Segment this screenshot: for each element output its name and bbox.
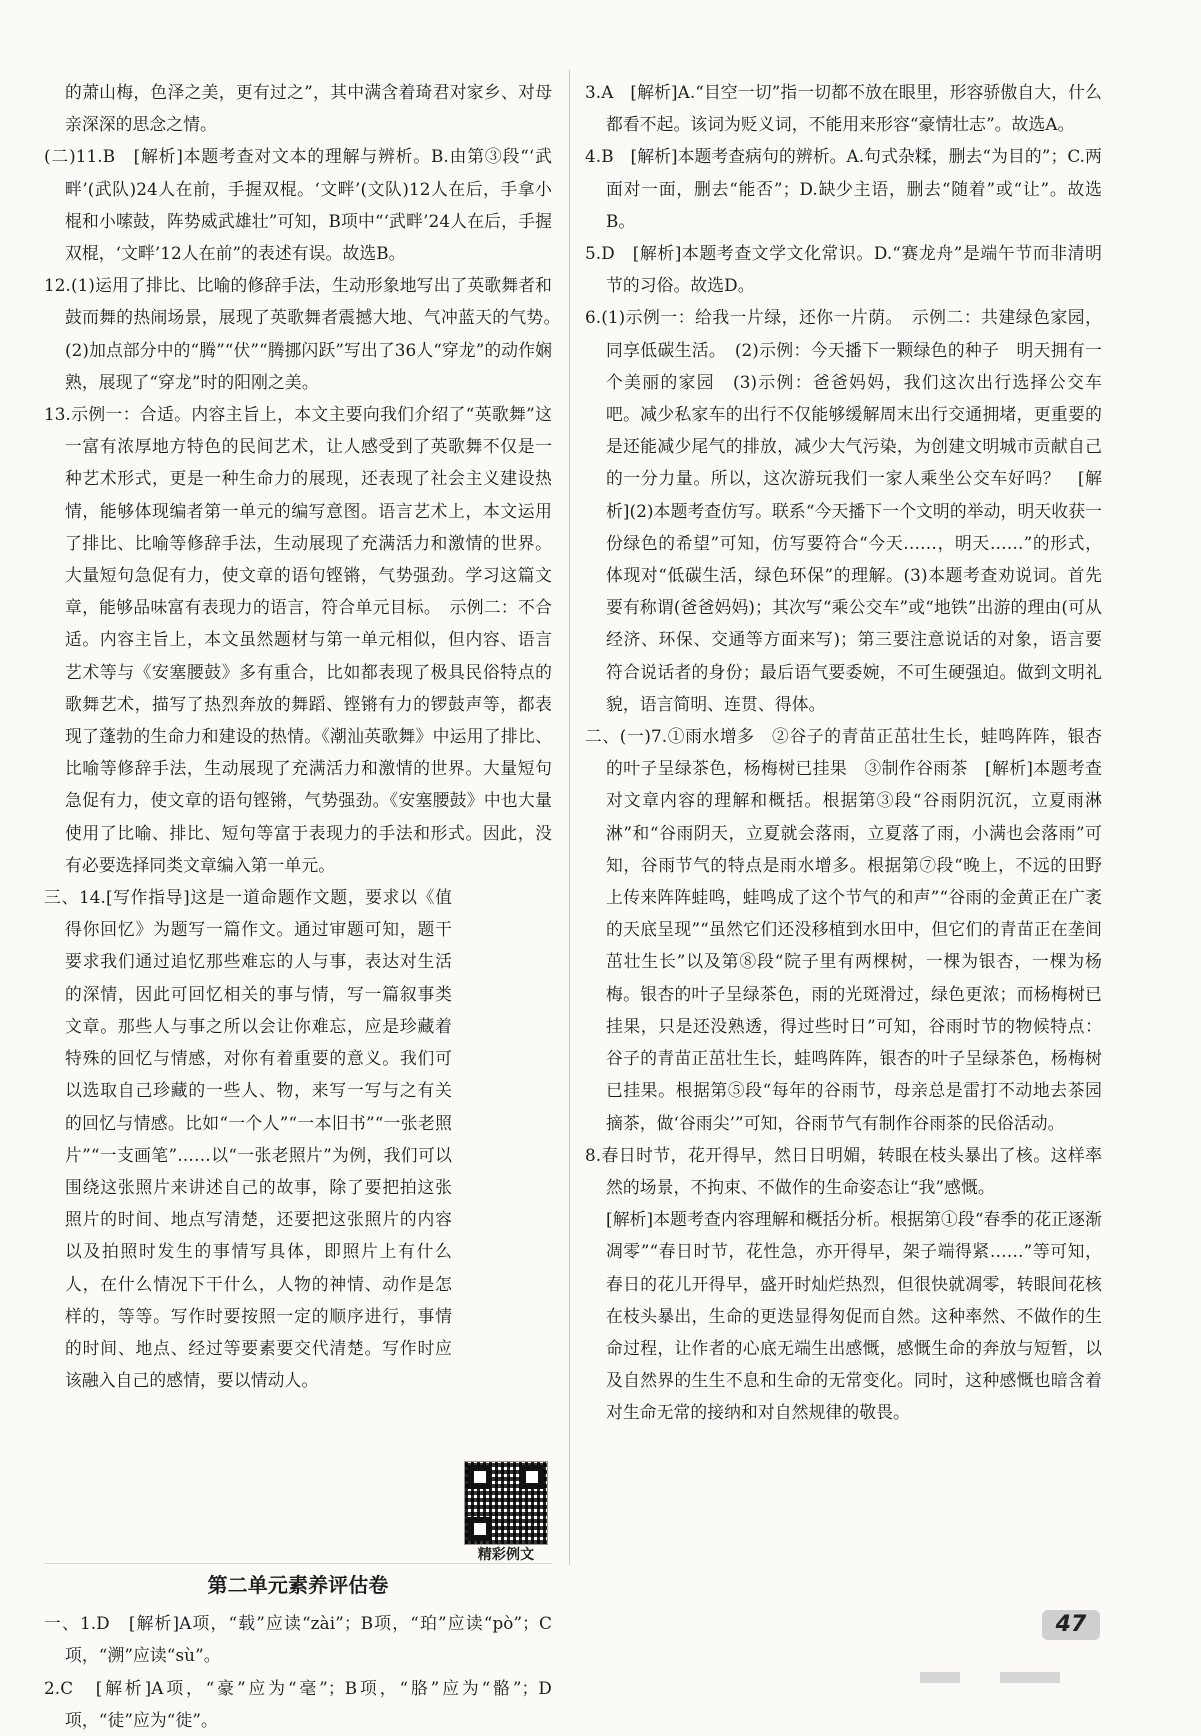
left-column [44,76,569,1736]
answer-14: 三、14.[写作指导]这是一道命题作文题，要求以《值得你回忆》为题写一篇作文。通过审题可知，题干要求我们通过追忆那些难忘的人与事，表达对生活的深情，因此可回忆相关的事与情，写一篇叙事类文章。那些人与事之所以会让你难忘，应是珍藏着特殊的回忆与情感，对你有着重要的意义。我们可以选取自己珍藏的一些人、物，来写一写与之有关的回忆与情感。比如“一个人”“一本旧书”“一张老照片”“一支画笔”……以“一张老照片”为例，我们可以围绕这张照片来讲述自己的故事，除了要把拍这张照片的时间、地点写清楚，还要把这张照片的内容以及拍照时发生的事情写具体，即照片上有什么人，在什么情况下干什么，人物的神情、动作是怎样的，等等。写作时要按照一定的顺序进行，事情的时间、地点、经过等要素要交代清楚。写作时应该融入自己的感情，要以情动人。 [44,887,452,1391]
answer-13: 13.示例一：合适。内容主旨上，本文主要向我们介绍了“英歌舞”这一富有浓厚地方特色的民间艺术，让人感受到了英歌舞不仅是一种艺术形式，更是一种生命力的展现，还表现了社会主义建设热情，能够体现编者第一单元的编写意图。语言艺术上，本文运用了排比、比喻等修辞手法，生动展现了充满活力和激情的世界。大量短句急促有力，使文章的语句铿锵，气势强劲。学习这篇文章，能够品味富有表现力的语言，符合单元目标。 示例二：不合适。内容主旨上，本文虽然题材与第一单元相似，但内容、语言艺术等与《安塞腰鼓》多有重合，比如都表现了极具民俗特点的歌舞艺术，描写了热烈奔放的舞蹈、铿锵有力的锣鼓声等，都表现了蓬勃的生命力和建设的热情。《潮汕英歌舞》中运用了排比、比喻等修辞手法，生动展现了充满活力和激情的世界。大量短句急促有力，使文章的语句铿锵，气势强劲。《安塞腰鼓》中也大量使用了比喻、排比、短句等富于表现力的手法和形式。因此，没有必要选择同类文章编入第一单元。 [44,404,552,875]
qr-caption: 精彩例文 [477,1547,535,1564]
answer-14-block [44,881,552,1564]
page-number: 47 [1042,1610,1100,1640]
qr-block [460,1461,552,1565]
answer-5: 5.D [解析]本题考查文学文化常识。D.“赛龙舟”是端午节而非清明节的习俗。故选D。 [585,243,1102,296]
section-title: 第二单元素养评估卷 [207,1573,389,1598]
paragraph: 的萧山梅，色泽之美，更有过之”，其中满含着琦君对家乡、对母亲深深的思念之情。 [65,82,552,135]
answer-1: 一、1.D [解析]A项，“载”应读“zài”；B项，“珀”应读“pò”；C项，“溯”应读“sù”。 [44,1613,552,1666]
answer-7: 二、(一)7.①雨水增多 ②谷子的青苗正茁壮生长，蛙鸣阵阵，银杏的叶子呈绿茶色，杨梅树已挂果 ③制作谷雨茶 [解析]本题考查对文章内容的理解和概括。根据第③段“谷雨阴沉沉，立夏雨淋淋”和“谷雨阴天，立夏就会落雨，立夏落了雨，小满也会落雨”可知，谷雨节气的特点是雨水增多。根据第⑦段“晚上，不远的田野上传来阵阵蛙鸣，蛙鸣成了这个节气的和声”“谷雨的金黄正在广袤的天底呈现”“虽然它们还没移植到水田中，但它们的青苗正在垄间茁壮生长”以及第⑧段“院子里有两棵树，一棵为银杏，一棵为杨梅。银杏的叶子呈绿茶色，雨的光斑滑过，绿色更浓；而杨梅树已挂果，只是还没熟透，得过些时日”可知，谷雨时节的物候特点：谷子的青苗正茁壮生长，蛙鸣阵阵，银杏的叶子呈绿茶色，杨梅树已挂果。根据第⑤段“每年的谷雨节，母亲总是雷打不动地去茶园摘茶，做‘谷雨尖’”可知，谷雨节气有制作谷雨茶的民俗活动。 [585,726,1102,1133]
footer-mark [1000,1672,1060,1683]
right-column [585,76,1102,1429]
answer-12: 12.(1)运用了排比、比喻的修辞手法，生动形象地写出了英歌舞者和鼓而舞的热闹场景，展现了英歌舞者震撼大地、气冲蓝天的气势。 (2)加点部分中的“腾”“伏”“腾挪闪跃”写出了36人“穿龙”的动作娴熟，展现了“穿龙”时的阳刚之美。 [44,275,569,392]
answer-8-analysis: [解析]本题考查内容理解和概括分析。根据第①段“春季的花正逐渐凋零”“春日时节，花性急，亦开得早，架子端得紧……”等可知，春日的花儿开得早，盛开时灿烂热烈，但很快就凋零，转眼间花核在枝头暴出，生命的更迭显得匆促而自然。这种率然、不做作的生命过程，让作者的心底无端生出感慨，感慨生命的奔放与短暂，以及自然界的生生不息和生命的无常变化。同时，这种感慨也暗含着对生命无常的接纳和对自然规律的敬畏。 [606,1209,1102,1423]
column-divider [569,70,570,1565]
answer-3: 3.A [解析]A.“目空一切”指一切都不放在眼里，形容骄傲自大，什么都看不起。该词为贬义词，不能用来形容“豪情壮志”。故选A。 [585,82,1102,135]
answer-8: 8.春日时节，花开得早，然日日明媚，转眼在枝头暴出了核。这样率然的场景，不拘束、不做作的生命姿态让“我”感慨。 [585,1144,1102,1197]
answer-11: (二)11.B [解析]本题考查对文本的理解与辨析。B.由第③段“‘武畔’(武队)24人在前，手握双棍。‘文畔’(文队)12人在后，手拿小棍和小嗦鼓，阵势威武雄壮”可知，B项中“‘武畔’24人在后，手握双棍，‘文畔’12人在前”的表述有误。故选B。 [44,146,552,264]
qr-code [464,1461,548,1545]
answer-4: 4.B [解析]本题考查病句的辨析。A.句式杂糅，删去“为目的”；C.两面对一面，删去“能否”；D.缺少主语，删去“随着”或“让”。故选B。 [585,146,1102,231]
footer-mark [920,1672,960,1683]
answer-6: 6.(1)示例一：给我一片绿，还你一片荫。 示例二：共建绿色家园，同享低碳生活。 (2)示例：今天播下一颗绿色的种子 明天拥有一个美丽的家园 (3)示例：爸爸妈妈，我们这次出行选择公交车吧。减少私家车的出行不仅能够缓解周末出行交通拥堵，更重要的是还能减少尾气的排放，减少大气污染，为创建文明城市贡献自己的一分力量。所以，这次游玩我们一家人乘坐公交车好吗？ [解析](2)本题考查仿写。联系“今天播下一个文明的举动，明天收获一份绿色的希望”可知，仿写要符合“今天……，明天……”的形式，体现对“低碳生活，绿色环保”的理解。(3)本题考查劝说词。首先要有称谓(爸爸妈妈)；其次写“乘公交车”或“地铁”出游的理由(可从经济、环保、交通等方面来写)；第三要注意说话的对象，语言要符合说话者的身份；最后语气要委婉，不可生硬强迫。做到文明礼貌，语言简明、连贯、得体。 [585,307,1102,714]
answer-2: 2.C [解析]A项，“豪”应为“毫”；B项，“胳”应为“骼”；D项，“徒”应为“徙”。 [44,1677,552,1730]
